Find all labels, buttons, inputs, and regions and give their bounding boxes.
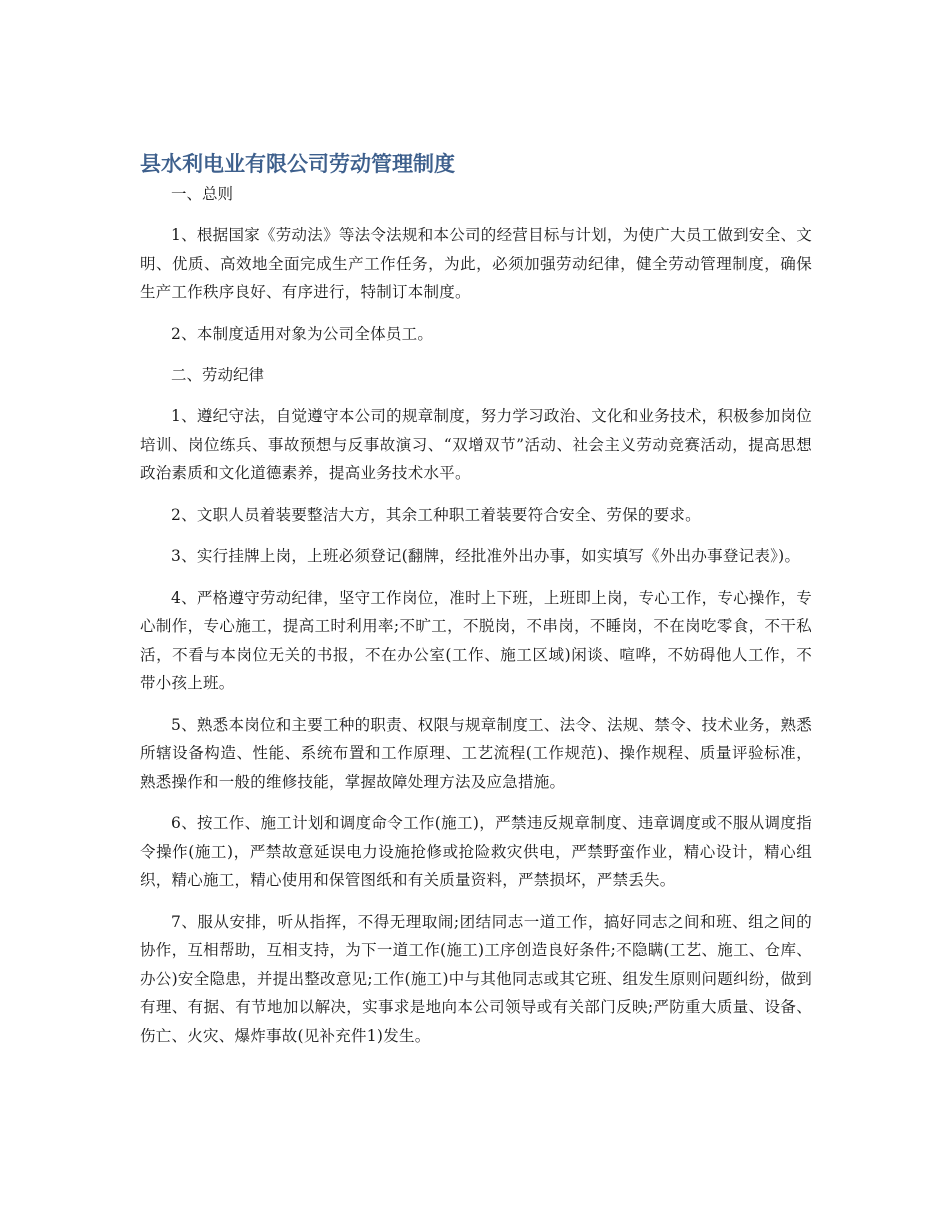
paragraph: 3、实行挂牌上岗，上班必须登记(翻牌，经批准外出办事，如实填写《外出办事登记表》)。 xyxy=(171,547,801,565)
paragraph: 7、服从安排，听从指挥，不得无理取闹;团结同志一道工作，搞好同志之间和班、组之间的协作，互相帮助，互相支持，为下一道工作(施工)工序创造良好条件;不隐瞒(工艺、施工、仓库、办公)安全隐患，并提出整改意见;工作(施工)中与其他同志或其它班、组发生原则问题纠纷，做到有理、有据、有节地加以解决，实事求是地向本公司领导或有关部门反映;严防重大质量、设备、伤亡、火灾、爆炸事故(见补充件1)发生。 xyxy=(140,912,812,1045)
section-heading-labor-discipline: 二、劳动纪律 xyxy=(171,366,265,384)
paragraph: 6、按工作、施工计划和调度命令工作(施工)，严禁违反规章制度、违章调度或不服从调度指令操作(施工)，严禁故意延误电力设施抢修或抢险救灾供电，严禁野蛮作业，精心设计，精心组织，精心施工，精心使用和保管图纸和有关质量资料，严禁损坏，严禁丢失。 xyxy=(140,814,812,889)
paragraph: 1、根据国家《劳动法》等法令法规和本公司的经营目标与计划，为使广大员工做到安全、文明、优质、高效地全面完成生产工作任务，为此，必须加强劳动纪律，健全劳动管理制度，确保生产工作秩序良好、有序进行，特制订本制度。 xyxy=(140,226,812,301)
document-title: 县水利电业有限公司劳动管理制度 xyxy=(140,152,455,176)
paragraph: 5、熟悉本岗位和主要工种的职责、权限与规章制度工、法令、法规、禁令、技术业务，熟悉所辖设备构造、性能、系统布置和工作原理、工艺流程(工作规范)、操作规程、质量评验标准，熟悉操作和一般的维修技能，掌握故障处理方法及应急措施。 xyxy=(140,715,812,791)
paragraph: 2、本制度适用对象为公司全体员工。 xyxy=(171,324,434,343)
paragraph: 4、严格遵守劳动纪律，坚守工作岗位，准时上下班，上班即上岗，专心工作，专心操作，专心制作，专心施工，提高工时利用率;不旷工，不脱岗，不串岗，不睡岗，不在岗吃零食，不干私活，不看与本岗位无关的书报，不在办公室(工作、施工区域)闲谈、喧哗，不妨碍他人工作，不带小孩上班。 xyxy=(140,588,812,692)
section-heading-general: 一、总则 xyxy=(171,185,234,203)
paragraph: 2、文职人员着装要整洁大方，其余工种职工着装要符合安全、劳保的要求。 xyxy=(171,505,701,524)
paragraph: 1、遵纪守法，自觉遵守本公司的规章制度，努力学习政治、文化和业务技术，积极参加岗位培训、岗位练兵、事故预想与反事故演习、“双增双节”活动、社会主义劳动竞赛活动，提高思想政治素质和文化道德素养，提高业务技术水平。 xyxy=(140,407,812,482)
document-page xyxy=(140,148,812,1050)
